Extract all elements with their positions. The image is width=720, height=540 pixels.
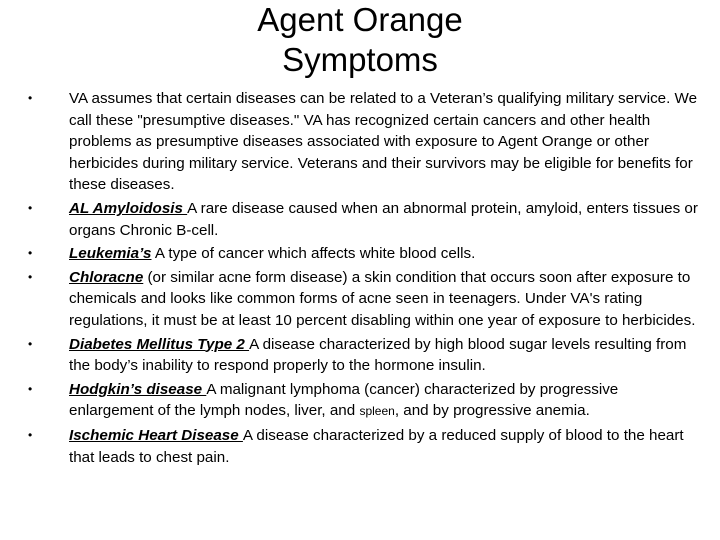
bullet-icon: • — [28, 336, 33, 351]
term-leukemia: Leukemia’s — [69, 245, 152, 263]
desc-hodgkins-end: , and by progressive anemia. — [394, 402, 590, 420]
bullet-icon: • — [28, 200, 33, 215]
list-item-intro — [0, 88, 720, 196]
desc-ischemic: A disease characterized by a reduced supply of blood to the heart that leads to chest pain. — [69, 426, 684, 466]
bullet-list — [0, 88, 720, 470]
term-ischemic: Ischemic Heart Disease — [69, 426, 243, 444]
bullet-icon: • — [28, 91, 33, 105]
bullet-icon: • — [28, 427, 33, 442]
term-amyloidosis: AL Amyloidosis — [69, 199, 188, 217]
desc-hodgkins-spleen: spleen — [359, 404, 395, 419]
list-item-chloracne — [0, 267, 720, 332]
term-chloracne: Chloracne — [69, 268, 144, 286]
bullet-icon: • — [28, 269, 33, 284]
bullet-icon: • — [28, 246, 33, 261]
title-line-1: Agent Orange — [257, 1, 463, 38]
desc-amyloidosis: A rare disease caused when an abnormal protein, amyloid, enters tissues or organs Chronic B-cell. — [69, 199, 698, 239]
desc-chloracne: (or similar acne form disease) a skin condition that occurs soon after exposure to chemicals and looks like common forms of acne seen in teenagers. Under VA's rating regulations, it must be at least 10 percent disabling within one year of exposure to herbicides. — [69, 268, 696, 329]
list-item-ischemic — [0, 425, 720, 468]
desc-hodgkins: A malignant lymphoma (cancer) characterized by progressive enlargement of the lymph nodes, liver, and — [69, 380, 619, 420]
term-hodgkins: Hodgkin’s disease — [69, 380, 207, 398]
list-item-hodgkins — [0, 379, 720, 423]
list-item-leukemia — [0, 243, 720, 265]
title-line-2: Symptoms — [282, 41, 438, 78]
list-item-amyloidosis — [0, 198, 720, 241]
list-item-diabetes — [0, 334, 720, 377]
term-diabetes: Diabetes Mellitus Type 2 — [69, 335, 250, 353]
bullet-icon: • — [28, 381, 33, 396]
intro-text: VA assumes that certain diseases can be related to a Veteran’s qualifying military service. We call these "presumptive diseases." VA has recognized certain cancers and other health problems as presumptive diseases associated with exposure to Agent Orange or other herbicides during military service. Veterans and their survivors may be eligible for benefits for these diseases. — [69, 90, 698, 194]
desc-diabetes: A disease characterized by high blood sugar levels resulting from the body’s inability to respond properly to the hormone insulin. — [69, 335, 687, 375]
slide-title — [180, 0, 540, 80]
desc-leukemia: A type of cancer which affects white blood cells. — [151, 245, 476, 263]
